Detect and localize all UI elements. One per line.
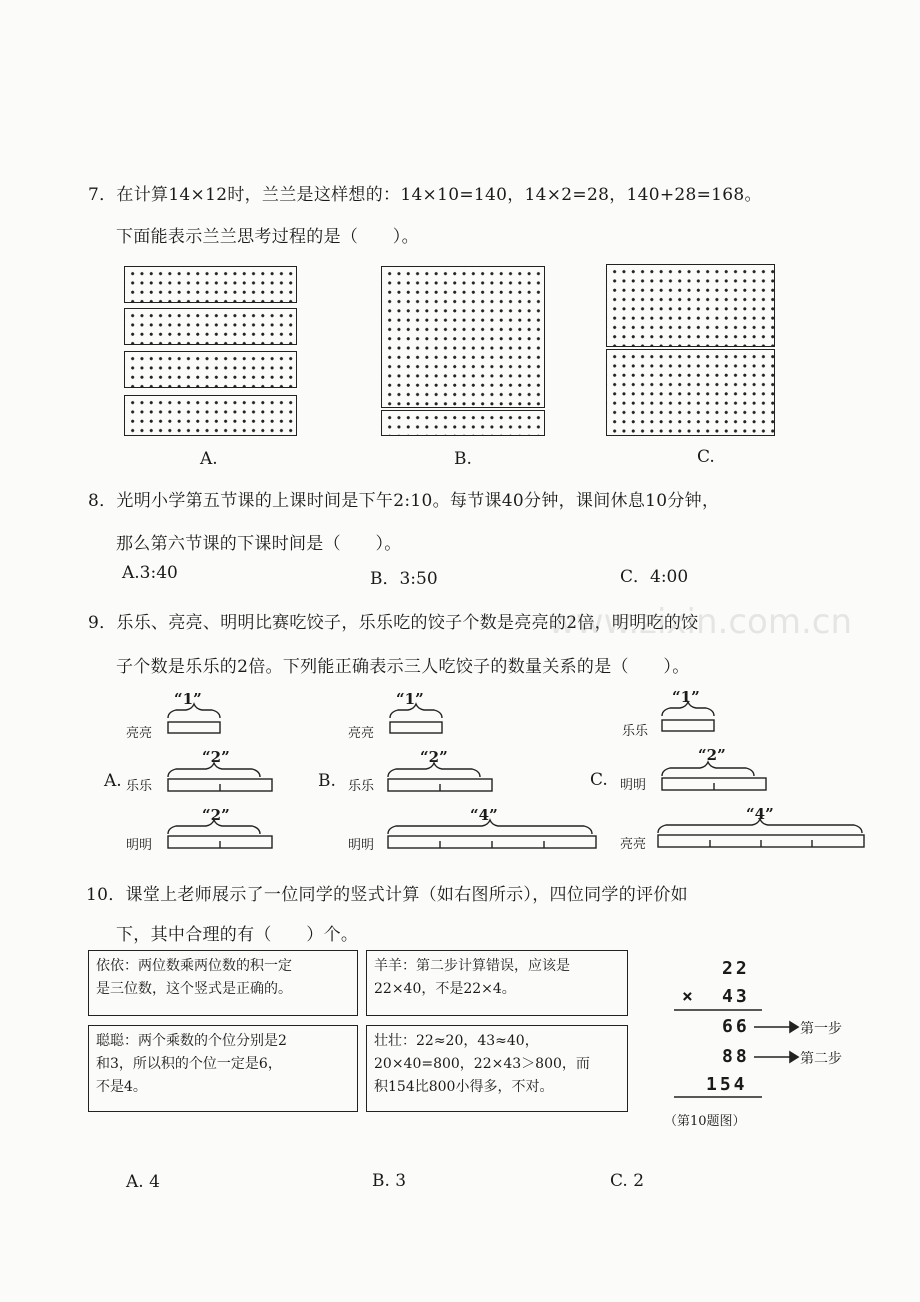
calc-multiplier: 43 xyxy=(722,986,750,1007)
q9a-brace-label-2: “2” xyxy=(202,748,230,766)
q9a-brace-3 xyxy=(168,820,260,834)
q7-line1: 7．在计算14×12时，兰兰是这样想的：14×10=140，14×2=28，140+28=168。 xyxy=(88,185,762,205)
card-yiyi-line2: 是三位数，这个竖式是正确的。 xyxy=(96,981,292,997)
calc-step1-label: 第一步 xyxy=(800,1021,842,1037)
q7-option-b[interactable]: B. xyxy=(454,449,472,469)
calc-result: 154 xyxy=(706,1074,748,1095)
card-yangyang xyxy=(366,950,628,1016)
calc-caption: （第10题图） xyxy=(664,1114,746,1129)
q9b-bar-liangliang xyxy=(390,722,442,733)
q9a-label-lele: 乐乐 xyxy=(126,779,153,794)
q9a-brace-label-1: “1” xyxy=(174,690,202,708)
card-congcong-line3: 不是4。 xyxy=(96,1079,147,1095)
q9b-brace-4 xyxy=(388,820,592,834)
q9-option-b[interactable]: B. xyxy=(318,771,336,791)
q9-line1: 9．乐乐、亮亮、明明比赛吃饺子，乐乐吃的饺子个数是亮亮的2倍，明明吃的饺 xyxy=(88,613,699,633)
q9c-brace-label-1: “1” xyxy=(672,688,700,706)
q9b-brace-label-2: “2” xyxy=(420,748,448,766)
q9c-brace-4 xyxy=(658,819,862,833)
q10-option-a[interactable]: A. 4 xyxy=(126,1172,160,1192)
q9a-brace-label-2b: “2” xyxy=(202,806,230,824)
card-yangyang-line2: 22×40，不是22×4。 xyxy=(374,981,516,997)
q7-line2: 下面能表示兰兰思考过程的是（ ）。 xyxy=(116,227,419,247)
q9c-brace-label-4: “4” xyxy=(746,805,774,823)
q9b-brace-label-1: “1” xyxy=(396,690,424,708)
card-zhuangzhuang-line1: 壮壮：22≈20，43≈40， xyxy=(374,1033,539,1049)
q9b-label-liangliang: 亮亮 xyxy=(348,726,375,741)
card-yiyi xyxy=(88,950,358,1016)
q10-option-b[interactable]: B. 3 xyxy=(372,1171,407,1191)
q9-option-c[interactable]: C. xyxy=(590,770,608,790)
card-yangyang-line1: 羊羊：第二步计算错误，应该是 xyxy=(374,958,570,974)
card-congcong xyxy=(88,1025,358,1112)
card-zhuangzhuang-line2: 20×40=800，22×43＞800，而 xyxy=(374,1056,590,1072)
q9c-label-lele: 乐乐 xyxy=(622,724,649,739)
q9-line2: 子个数是乐乐的2倍。下列能正确表示三人吃饺子的数量关系的是（ ）。 xyxy=(116,657,690,677)
q9a-brace-2 xyxy=(168,763,260,777)
q9a-label-mingming: 明明 xyxy=(126,838,153,853)
q9b-label-mingming: 明明 xyxy=(348,838,375,853)
q9a-brace-1 xyxy=(168,704,220,718)
q9b-label-lele: 乐乐 xyxy=(348,779,375,794)
calc-step1: 66 xyxy=(722,1016,750,1037)
watermark: www.zixin.com.cn xyxy=(548,602,852,642)
q8-option-b[interactable]: B．3:50 xyxy=(370,569,438,589)
q8-option-c[interactable]: C．4:00 xyxy=(620,567,689,587)
q7-option-a[interactable]: A. xyxy=(200,449,218,469)
card-yiyi-line1: 依依：两位数乘两位数的积一定 xyxy=(96,958,292,974)
q10-line2: 下，其中合理的有（ ）个。 xyxy=(116,925,359,945)
card-zhuangzhuang xyxy=(366,1025,628,1112)
card-congcong-line1: 聪聪：两个乘数的个位分别是2 xyxy=(96,1033,287,1049)
calc-step2-label: 第二步 xyxy=(800,1051,842,1067)
q9-option-a[interactable]: A. xyxy=(104,771,122,791)
q9a-bar-liangliang xyxy=(168,722,220,733)
q9b-brace-1 xyxy=(390,704,442,718)
q10-line1: 10．课堂上老师展示了一位同学的竖式计算（如右图所示），四位同学的评价如 xyxy=(86,885,688,905)
arrow-step1-head xyxy=(790,1022,798,1032)
card-congcong-line2: 和3，所以积的个位一定是6， xyxy=(96,1056,282,1072)
q8-line1: 8．光明小学第五节课的上课时间是下午2:10。每节课40分钟，课间休息10分钟， xyxy=(88,491,720,511)
q9c-brace-1 xyxy=(662,702,714,716)
q9c-label-mingming: 明明 xyxy=(620,778,647,793)
q7-option-c[interactable]: C. xyxy=(697,447,715,467)
q9c-brace-label-2: “2” xyxy=(698,746,726,764)
q9c-bar-lele xyxy=(662,720,714,731)
q9c-brace-2 xyxy=(662,762,754,776)
arrow-step2-head xyxy=(790,1052,798,1062)
calc-top: 22 xyxy=(722,958,750,979)
q9c-label-liangliang: 亮亮 xyxy=(620,837,647,852)
q9b-brace-2 xyxy=(388,763,480,777)
q10-option-c[interactable]: C. 2 xyxy=(610,1171,645,1191)
calc-step2: 88 xyxy=(722,1046,750,1067)
q9a-label-liangliang: 亮亮 xyxy=(126,726,153,741)
calc-op: × xyxy=(682,986,693,1007)
q8-option-a[interactable]: A.3:40 xyxy=(122,563,178,583)
card-zhuangzhuang-line3: 积154比800小得多，不对。 xyxy=(374,1079,554,1095)
q8-line2: 那么第六节课的下课时间是（ ）。 xyxy=(116,534,402,554)
q9b-brace-label-4: “4” xyxy=(470,806,498,824)
